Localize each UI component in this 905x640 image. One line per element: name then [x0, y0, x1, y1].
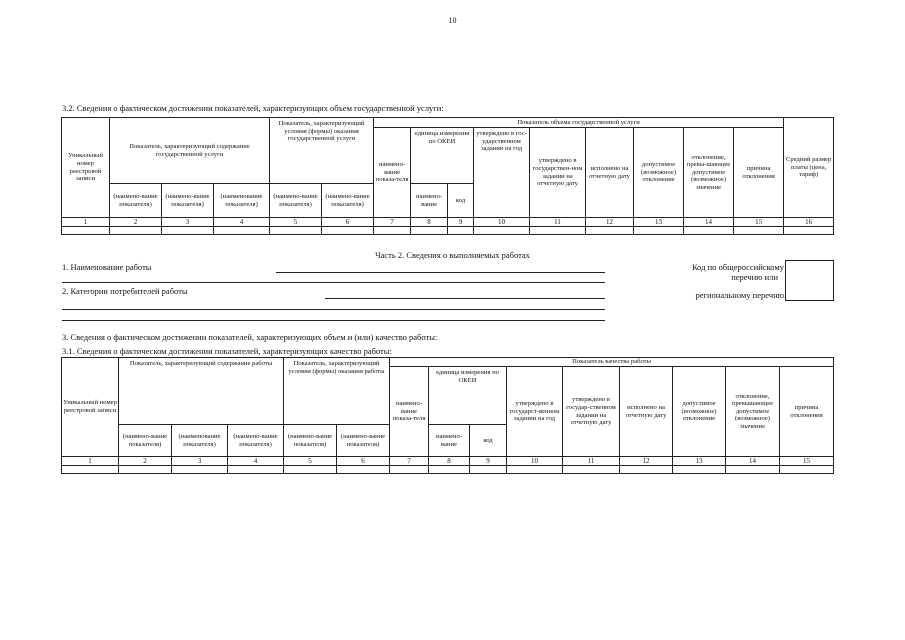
subheader-indicator-name: (наимено-вание показателя) [322, 184, 374, 218]
column-number: 9 [470, 457, 507, 466]
part-2-heading: Часть 2. Сведения о выполняемых работах [375, 250, 530, 260]
work-name-label: 1. Наименование работы [62, 262, 152, 272]
column-number: 6 [337, 457, 390, 466]
code-box [785, 260, 834, 301]
column-number: 14 [726, 457, 780, 466]
column-number: 2 [110, 218, 162, 227]
column-number: 8 [411, 218, 448, 227]
header-approved-year: утверждено в гос-ударственном задании на год [474, 128, 530, 218]
header-deviation-reason: причина отклонения [780, 367, 834, 457]
code-label-line-2: перечню или [731, 272, 778, 282]
work-name-line-2 [62, 282, 605, 283]
column-number: 5 [284, 457, 337, 466]
column-number: 14 [684, 218, 734, 227]
subheader-indicator-name: (наимено-вание показателя) [228, 425, 284, 457]
subheader-indicator-name: (наименование показателя) [214, 184, 270, 218]
consumers-line [325, 298, 605, 299]
column-number: 2 [119, 457, 172, 466]
header-unit-name: наимено-вание [429, 425, 470, 457]
column-number: 11 [563, 457, 620, 466]
column-number: 12 [586, 218, 634, 227]
column-number: 4 [214, 218, 270, 227]
header-exceeding-deviation: отклонение, превышающее допустимое (возможное) значение [726, 367, 780, 457]
column-number: 13 [673, 457, 726, 466]
header-quality-indicator: Показатель качества работы [390, 358, 834, 367]
header-deviation-reason: причина отклонения [734, 128, 784, 218]
header-indicator-name: наимено-вание показа-теля [374, 128, 411, 218]
column-number: 9 [448, 218, 474, 227]
header-unit-code: код [448, 184, 474, 218]
header-unique-number: Уникальный номер реестровой записи [62, 358, 119, 457]
volume-indicators-table [61, 117, 834, 235]
column-number: 4 [228, 457, 284, 466]
column-number: 1 [62, 218, 110, 227]
consumers-line-3 [62, 320, 605, 321]
header-approved-date: утверждено в государствен-ном задании на отчетную дату [530, 128, 586, 218]
column-number: 6 [322, 218, 374, 227]
header-unit-okei: единица измерения по ОКЕИ [429, 367, 507, 425]
subheader-indicator-name: (наимено-вание показателя) [337, 425, 390, 457]
subheader-indicator-name: (наимено-вание показателя) [270, 184, 322, 218]
section-3-1-title: 3.1. Сведения о фактическом достижении показателей, характеризующих качество работы: [62, 346, 392, 356]
column-number: 15 [780, 457, 834, 466]
header-done: исполнено на отчетную дату [620, 367, 673, 457]
header-condition-indicator: Показатель, характеризующий условия (формы) оказания работы [284, 358, 390, 425]
column-number: 15 [734, 218, 784, 227]
header-approved-date: утверждено в государ-ственном задании на отчетную дату [563, 367, 620, 457]
column-number: 5 [270, 218, 322, 227]
section-3-2-title: 3.2. Сведения о фактическом достижении показателей, характеризующих объем государственной услуги: [62, 103, 444, 113]
header-unique-number: Уникальный номер реестровой записи [62, 118, 110, 218]
column-number: 10 [474, 218, 530, 227]
subheader-indicator-name: (наименование показателя) [172, 425, 228, 457]
header-allowed-deviation: допустимое (возможное) отклонение [634, 128, 684, 218]
header-exceeding-deviation: отклонение, превы-шающее допустимое (возможное) значение [684, 128, 734, 218]
column-number: 10 [507, 457, 563, 466]
header-indicator-name: наимено-вание показа-теля [390, 367, 429, 457]
subheader-indicator-name: (наимено-вание показателя) [110, 184, 162, 218]
table-row [62, 227, 834, 235]
header-unit-name: наимено-вание [411, 184, 448, 218]
subheader-indicator-name: (наимено-вание показателя) [284, 425, 337, 457]
column-number: 13 [634, 218, 684, 227]
code-label-line-1: Код по общероссийскому [691, 262, 784, 272]
column-number: 11 [530, 218, 586, 227]
header-volume-indicator: Показатель объема государственной услуги [374, 118, 784, 128]
column-number: 12 [620, 457, 673, 466]
header-unit-okei: единица измерения по ОКЕИ [411, 128, 474, 184]
header-content-indicator: Показатель, характеризующий содержание работы [119, 358, 284, 425]
subheader-indicator-name: (наимено-вание показателя) [119, 425, 172, 457]
page-number: 10 [448, 16, 457, 25]
column-number: 1 [62, 457, 119, 466]
column-number: 7 [390, 457, 429, 466]
header-unit-code: код [470, 425, 507, 457]
column-number: 16 [784, 218, 834, 227]
header-condition-indicator: Показатель, характеризующий условия (формы) оказания государственной услуги [270, 118, 374, 184]
header-content-indicator: Показатель, характеризующий содержание государственной услуги [110, 118, 270, 184]
header-allowed-deviation: допустимое (возможное) отклонение [673, 367, 726, 457]
header-done: исполнено на отчетную дату [586, 128, 634, 218]
column-number: 8 [429, 457, 470, 466]
section-3-title: 3. Сведения о фактическом достижении показателей, характеризующих объем и (или) качество работы: [62, 332, 438, 342]
quality-indicators-table [61, 357, 834, 474]
subheader-indicator-name: (наимено-вание показателя) [162, 184, 214, 218]
column-number: 3 [172, 457, 228, 466]
column-number: 3 [162, 218, 214, 227]
code-label-line-3: региональному перечню [695, 290, 784, 300]
column-number: 7 [374, 218, 411, 227]
consumers-line-2 [62, 309, 605, 310]
table-row [62, 466, 834, 474]
header-approved-year: утверждено в государст-венном задании на год [507, 367, 563, 457]
work-name-line [276, 272, 605, 273]
header-average-price: Средний размер платы (цена, тариф) [784, 118, 834, 218]
consumers-label: 2. Категории потребителей работы [62, 286, 188, 296]
